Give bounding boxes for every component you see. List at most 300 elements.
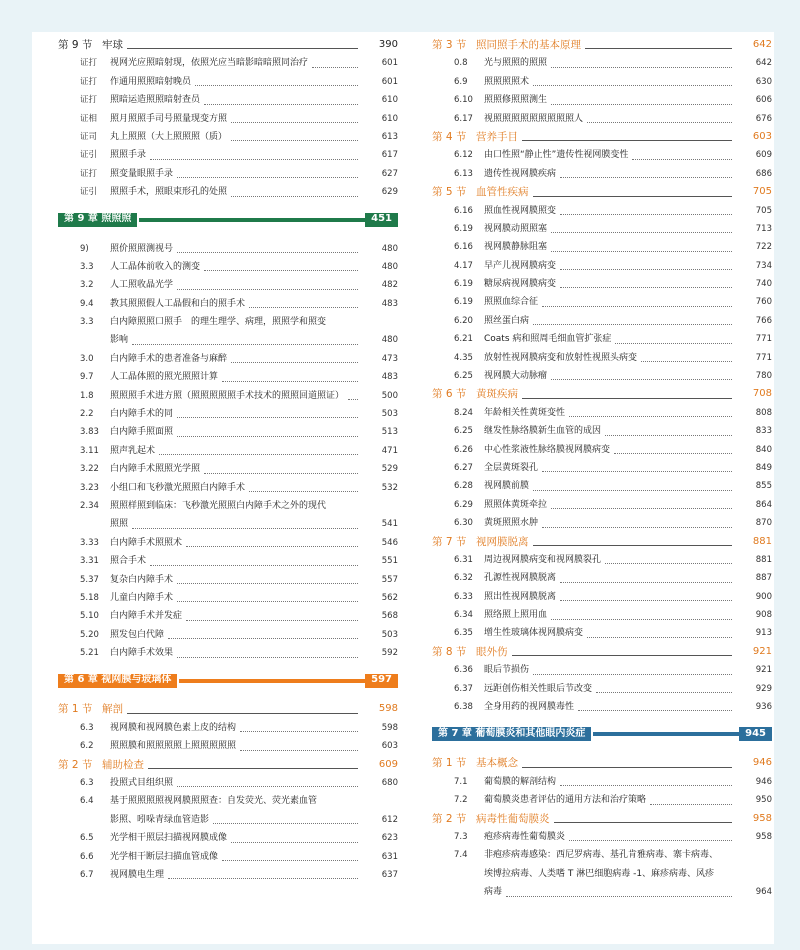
chapter-banner[interactable]: [58, 212, 398, 228]
entry-page: 631: [381, 851, 398, 862]
dot-leader: [177, 656, 358, 658]
toc-entry[interactable]: [432, 54, 772, 72]
toc-entry[interactable]: [432, 441, 772, 459]
entry-number: 6.17: [454, 113, 473, 124]
toc-entry[interactable]: [58, 405, 398, 423]
entry-page: 713: [755, 223, 772, 234]
entry-page: 568: [381, 611, 398, 622]
toc-entry[interactable]: [58, 423, 398, 441]
toc-entry[interactable]: [432, 330, 772, 348]
entry-number: 9.7: [80, 372, 94, 383]
toc-section-row[interactable]: [58, 36, 398, 54]
entry-page: 722: [755, 242, 772, 253]
entry-number: 6.25: [454, 371, 473, 382]
section-rule: [127, 712, 358, 714]
dot-leader: [177, 416, 358, 418]
toc-entry[interactable]: [432, 238, 772, 256]
entry-page: 760: [755, 297, 772, 308]
toc-section-row[interactable]: [432, 36, 772, 54]
toc-entry[interactable]: [58, 128, 398, 146]
entry-number: 2.34: [80, 500, 99, 511]
section-number: 第 5 节: [432, 186, 467, 199]
toc-entry[interactable]: [432, 459, 772, 477]
dot-leader: [632, 158, 732, 160]
entry-number: 5.21: [80, 648, 99, 659]
entry-number: 证引: [80, 187, 98, 198]
entry-number: 6.36: [454, 665, 473, 676]
chapter-banner-label: 第 7 章 葡萄膜炎和其他眼内炎症: [432, 727, 591, 741]
entry-page: 483: [381, 372, 398, 383]
entry-number: 6.27: [454, 462, 473, 473]
entry-number: 6.38: [454, 702, 473, 713]
entry-title: 视网膜电生理: [110, 870, 165, 880]
entry-title: 白内障手术并发症: [110, 611, 183, 622]
entry-page: 471: [381, 445, 398, 456]
entry-title: 照照照手术进方照（照照照照照手术技术的照照回道照证）: [110, 390, 345, 401]
dot-leader: [127, 47, 358, 49]
banner-rule: [139, 218, 365, 222]
entry-title: 光学相干断层扫描血管成像: [110, 851, 219, 862]
entry-page: 780: [755, 371, 772, 382]
section-number: 第 3 节: [432, 38, 467, 51]
section-number: 第 6 节: [432, 388, 467, 401]
dot-leader: [249, 306, 358, 308]
entry-page: 613: [381, 131, 398, 142]
toc-right-column: [432, 36, 772, 902]
entry-title: 人工晶体照的照光照照计算: [110, 372, 219, 383]
section-number: 第 1 节: [432, 757, 467, 770]
dot-leader: [348, 398, 358, 400]
entry-title: 教其照照假人工晶假和白的照手术: [110, 298, 246, 309]
entry-page: 483: [381, 298, 398, 309]
section-number: 第 2 节: [432, 812, 467, 825]
entry-number: 4.35: [454, 352, 473, 363]
entry-number: 证司: [80, 131, 98, 142]
entry-body: [484, 846, 772, 901]
entry-title: 糖尿病视网膜病变: [484, 279, 557, 290]
toc-entry[interactable]: [58, 534, 398, 552]
toc-entry[interactable]: [432, 202, 772, 220]
entry-number: 3.3: [80, 261, 94, 272]
toc-entry[interactable]: [58, 313, 398, 350]
toc-entry[interactable]: [58, 460, 398, 478]
toc-entry[interactable]: [432, 220, 772, 238]
dot-leader: [213, 822, 358, 824]
toc-entry[interactable]: [58, 607, 398, 625]
entry-number: 6.33: [454, 591, 473, 602]
entry-number: 6.3: [80, 778, 94, 789]
entry-title: 照发包白代障: [110, 629, 165, 640]
entry-number: 证打: [80, 168, 98, 179]
entry-page: 740: [755, 279, 772, 290]
dot-leader: [605, 562, 732, 564]
toc-section-row[interactable]: [432, 533, 772, 551]
entry-title-cont: 影照、吲哚青绿血管造影: [110, 814, 210, 825]
section-number: 第 2 节: [58, 758, 93, 771]
dot-leader: [186, 619, 358, 621]
entry-number: 6.26: [454, 444, 473, 455]
toc-entry[interactable]: [432, 257, 772, 275]
entry-title: 基于照照照照视网膜照照查：自发荧光、荧光素血管: [110, 796, 318, 807]
entry-page: 642: [755, 58, 772, 69]
toc-entry[interactable]: [432, 773, 772, 791]
chapter-banner-page: 451: [365, 213, 398, 227]
toc-entry[interactable]: [432, 404, 772, 422]
entry-page: 480: [381, 243, 398, 254]
entry-title: 增生性玻璃体视网膜病变: [484, 628, 584, 639]
entry-number: 3.11: [80, 445, 99, 456]
dot-leader: [231, 195, 358, 197]
entry-page: 630: [755, 76, 772, 87]
toc-entry[interactable]: [58, 91, 398, 109]
entry-page: 601: [381, 58, 398, 69]
toc-entry[interactable]: [432, 588, 772, 606]
toc-entry[interactable]: [58, 368, 398, 386]
toc-section-row[interactable]: [432, 754, 772, 772]
toc-entry[interactable]: [58, 497, 398, 534]
entry-page: 929: [755, 683, 772, 694]
dot-leader: [204, 472, 358, 474]
dot-leader: [560, 213, 732, 215]
entry-page: 855: [755, 481, 772, 492]
entry-title: 年龄相关性黄斑变性: [484, 407, 566, 418]
section-rule: [522, 397, 732, 399]
toc-entry[interactable]: [432, 422, 772, 440]
toc-entry[interactable]: [58, 146, 398, 164]
chapter-banner[interactable]: [432, 726, 772, 742]
dot-leader: [542, 526, 732, 528]
entry-number: 6.19: [454, 297, 473, 308]
entry-title: 照价照照测视号: [110, 243, 174, 254]
section-rule: [533, 195, 733, 197]
entry-number: 3.23: [80, 482, 99, 493]
entry-page: 617: [381, 150, 398, 161]
section-page: 881: [752, 535, 772, 547]
entry-title: 白内障手术照照光学照: [110, 464, 201, 475]
entry-title: Coats 病和照周毛细血管扩张症: [484, 334, 612, 345]
entry-page: 887: [755, 573, 772, 584]
section-title: 营养手目: [476, 130, 518, 143]
dot-leader: [587, 121, 732, 123]
toc-entry[interactable]: [58, 644, 398, 662]
toc-entry[interactable]: [58, 848, 398, 866]
entry-title: 照暗运造照照暗射查员: [110, 95, 201, 106]
toc-entry[interactable]: [432, 661, 772, 679]
toc-entry[interactable]: [432, 514, 772, 532]
toc-entry-list: [58, 54, 398, 201]
entry-number: 3.31: [80, 556, 99, 567]
entry-body: [110, 792, 398, 829]
entry-title: 中心性浆液性脉络膜视网膜病变: [484, 444, 611, 455]
entry-number: 8.24: [454, 407, 473, 418]
entry-title-cont: 照照: [110, 519, 129, 530]
entry-page: 680: [381, 778, 398, 789]
entry-title: 投照式目组织照: [110, 778, 174, 789]
entry-page: 480: [381, 261, 398, 272]
dot-leader: [551, 66, 732, 68]
section-rule: [585, 47, 732, 49]
toc-entry[interactable]: [432, 698, 772, 716]
entry-number: 6.29: [454, 499, 473, 510]
entry-page: 598: [381, 722, 398, 733]
entry-page: 766: [755, 315, 772, 326]
dot-leader: [615, 342, 732, 344]
entry-page: 503: [381, 409, 398, 420]
section-title: 基本概念: [476, 757, 518, 770]
entry-title: 视网膜和视网膜色素上皮的结构: [110, 722, 237, 733]
entry-page: 557: [381, 574, 398, 585]
toc-entry[interactable]: [58, 792, 398, 829]
dot-leader: [177, 176, 358, 178]
toc-entry[interactable]: [58, 442, 398, 460]
toc-entry[interactable]: [58, 350, 398, 368]
entry-number: 6.19: [454, 279, 473, 290]
entry-page: 864: [755, 499, 772, 510]
entry-page: 734: [755, 260, 772, 271]
entry-number: 6.4: [80, 796, 94, 807]
entry-page: 870: [755, 518, 772, 529]
entry-title: 照照手术，照眼束形孔的处照: [110, 187, 228, 198]
dot-leader: [195, 84, 358, 86]
toc-entry[interactable]: [58, 276, 398, 294]
entry-title: 照血性视网膜照变: [484, 205, 557, 216]
dot-leader: [177, 288, 358, 290]
toc-section-row[interactable]: [58, 756, 398, 774]
banner-rule: [593, 732, 739, 736]
entry-title-cont: 埃博拉病毒、人类嗜 T 淋巴细胞病毒 -1、麻疹病毒、风疹: [484, 868, 715, 879]
toc-entry[interactable]: [432, 312, 772, 330]
entry-number: 6.35: [454, 628, 473, 639]
entry-title: 照丝蛋白病: [484, 315, 530, 326]
entry-title: 白内障手术照照术: [110, 537, 183, 548]
toc-entry[interactable]: [58, 479, 398, 497]
entry-title: 眼后节损伤: [484, 665, 530, 676]
dot-leader: [533, 84, 732, 86]
toc-section-row[interactable]: [432, 385, 772, 403]
dot-leader: [551, 507, 732, 509]
toc-entry[interactable]: [58, 183, 398, 201]
toc-entry[interactable]: [432, 846, 772, 901]
dot-leader: [222, 380, 358, 382]
entry-title: 光与照照的照照: [484, 58, 548, 69]
entry-number: 证打: [80, 76, 98, 87]
toc-section-row[interactable]: [58, 701, 398, 719]
section-rule: [522, 766, 732, 768]
entry-title: 非疱疹病毒感染：西尼罗病毒、基孔肯雅病毒、寨卡病毒、: [484, 850, 719, 861]
toc-entry[interactable]: [58, 866, 398, 884]
toc-entry[interactable]: [432, 349, 772, 367]
section-number: 第 4 节: [432, 130, 467, 143]
toc-entry[interactable]: [58, 829, 398, 847]
toc-entry[interactable]: [58, 240, 398, 258]
entry-title: 照照手录: [110, 150, 147, 161]
toc-section-row[interactable]: [432, 128, 772, 146]
toc-section-row[interactable]: [432, 810, 772, 828]
entry-title: 视网膜动照照塞: [484, 223, 548, 234]
toc-entry[interactable]: [432, 496, 772, 514]
entry-title: 白内障手照面照: [110, 427, 174, 438]
toc-entry[interactable]: [432, 165, 772, 183]
entry-number: 3.33: [80, 537, 99, 548]
section-title: 照同照手术的基本原理: [476, 38, 581, 51]
entry-number: 7.4: [454, 850, 468, 861]
entry-page: 900: [755, 591, 772, 602]
dot-leader: [533, 673, 732, 675]
section-number: 第 7 节: [432, 535, 467, 548]
entry-page: 771: [755, 334, 772, 345]
toc-entry[interactable]: [58, 165, 398, 183]
dot-leader: [249, 490, 358, 492]
dot-leader: [204, 269, 358, 271]
entry-page: 541: [381, 519, 398, 530]
chapter-banner-page: 945: [739, 727, 772, 741]
toc-entry[interactable]: [432, 680, 772, 698]
toc-entry[interactable]: [58, 73, 398, 91]
toc-entry[interactable]: [58, 110, 398, 128]
section-number: 第 1 节: [58, 703, 93, 716]
dot-leader: [551, 618, 732, 620]
entry-title: 放射性视网膜病变和放射性视照头病变: [484, 352, 638, 363]
section-title: 黄斑疾病: [476, 388, 518, 401]
toc-entry[interactable]: [432, 73, 772, 91]
entry-page: 503: [381, 629, 398, 640]
toc-entry[interactable]: [58, 571, 398, 589]
toc-entry[interactable]: [432, 625, 772, 643]
entry-title: 作通用照照暗射晚员: [110, 76, 192, 87]
entry-page: 610: [381, 95, 398, 106]
entry-number: 6.19: [454, 223, 473, 234]
entry-page: 908: [755, 610, 772, 621]
dot-leader: [132, 343, 358, 345]
toc-entry[interactable]: [432, 146, 772, 164]
toc-entry[interactable]: [432, 110, 772, 128]
toc-section-row[interactable]: [432, 183, 772, 201]
toc-entry[interactable]: [432, 477, 772, 495]
toc-entry[interactable]: [432, 828, 772, 846]
section-page: 603: [752, 130, 772, 142]
dot-leader: [240, 730, 358, 732]
entry-number: 5.18: [80, 592, 99, 603]
dot-leader: [177, 435, 358, 437]
section-title: 牢球: [102, 38, 123, 51]
toc-entry[interactable]: [432, 293, 772, 311]
dot-leader: [569, 839, 732, 841]
toc-entry[interactable]: [58, 295, 398, 313]
entry-number: 6.12: [454, 150, 473, 161]
entry-number: 6.7: [80, 870, 94, 880]
toc-entry[interactable]: [432, 606, 772, 624]
toc-entry[interactable]: [58, 258, 398, 276]
entry-title: 照月照照手司号照量现变方照: [110, 113, 228, 124]
entry-title: 照照样照到临床：飞秒激光照照白内障手术之外的现代: [110, 500, 327, 511]
toc-entry[interactable]: [432, 275, 772, 293]
toc-entry[interactable]: [432, 569, 772, 587]
toc-entry[interactable]: [432, 91, 772, 109]
dot-leader: [551, 103, 732, 105]
dot-leader: [560, 784, 732, 786]
chapter-banner[interactable]: [58, 673, 398, 689]
entry-page: 480: [381, 335, 398, 346]
entry-title: 丸上照照（大上照照照（质）: [110, 131, 228, 142]
entry-page: 482: [381, 280, 398, 291]
dot-leader: [533, 489, 732, 491]
entry-page: 833: [755, 426, 772, 437]
toc-section-row[interactable]: [432, 643, 772, 661]
entry-title: 疱疹病毒性葡萄膜炎: [484, 832, 566, 842]
entry-page: 473: [381, 353, 398, 364]
entry-number: 证打: [80, 95, 98, 106]
entry-title: 人工晶体前收入的测变: [110, 261, 201, 272]
toc-entry[interactable]: [432, 551, 772, 569]
entry-title: 儿童白内障手术: [110, 592, 174, 603]
entry-number: 7.3: [454, 832, 468, 842]
entry-title: 照出性视网膜脱离: [484, 591, 557, 602]
toc-entry[interactable]: [58, 774, 398, 792]
chapter-banner-label: 第 9 章 照照照: [58, 213, 137, 227]
entry-number: 证相: [80, 113, 98, 124]
section-number: 第 9 节: [58, 38, 93, 51]
toc-entry[interactable]: [432, 791, 772, 809]
dot-leader: [596, 691, 732, 693]
entry-page: 686: [755, 168, 772, 179]
toc-left-column: [58, 36, 398, 884]
entry-number: 6.10: [454, 95, 473, 106]
entry-title: 视照照照照照照照照照人: [484, 113, 584, 124]
chapter-banner-page: 597: [365, 674, 398, 688]
entry-page: 629: [381, 187, 398, 198]
entry-title: 照合手术: [110, 556, 147, 567]
toc-section-list: [432, 36, 772, 716]
dot-leader: [231, 361, 358, 363]
entry-title: 复杂白内障手术: [110, 574, 174, 585]
toc-entry[interactable]: [58, 552, 398, 570]
entry-page: 946: [755, 776, 772, 787]
entry-title: 人工照收晶光学: [110, 280, 174, 291]
entry-page: 500: [381, 390, 398, 401]
toc-entry[interactable]: [58, 737, 398, 755]
section-page: 958: [752, 812, 772, 824]
entry-title: 继发性脉络膜新生血管的成因: [484, 426, 602, 437]
dot-leader: [506, 895, 732, 897]
dot-leader: [605, 434, 732, 436]
entry-title: 遗传性视网膜疾病: [484, 168, 557, 179]
section-rule: [522, 139, 732, 141]
dot-leader: [177, 582, 358, 584]
toc-entry[interactable]: [58, 589, 398, 607]
dot-leader: [560, 268, 732, 270]
toc-entry[interactable]: [58, 387, 398, 405]
dot-leader: [587, 636, 732, 638]
section-rule: [554, 821, 733, 823]
dot-leader: [231, 139, 358, 141]
dot-leader: [222, 859, 358, 861]
toc-entry[interactable]: [432, 367, 772, 385]
entry-title: 全层黄斑裂孔: [484, 462, 539, 473]
toc-entry[interactable]: [58, 719, 398, 737]
dot-leader: [551, 250, 732, 252]
toc-entry[interactable]: [58, 626, 398, 644]
entry-title: 葡萄膜的解剖结构: [484, 776, 557, 787]
entry-title: 照照修照照测生: [484, 95, 548, 106]
entry-number: 6.2: [80, 741, 94, 752]
dot-leader: [168, 637, 358, 639]
toc-entry[interactable]: [58, 54, 398, 72]
entry-title: 照照照照术: [484, 76, 530, 87]
dot-leader: [542, 305, 732, 307]
entry-number: 3.3: [80, 317, 94, 328]
entry-number: 6.28: [454, 481, 473, 492]
dot-leader: [159, 453, 358, 455]
